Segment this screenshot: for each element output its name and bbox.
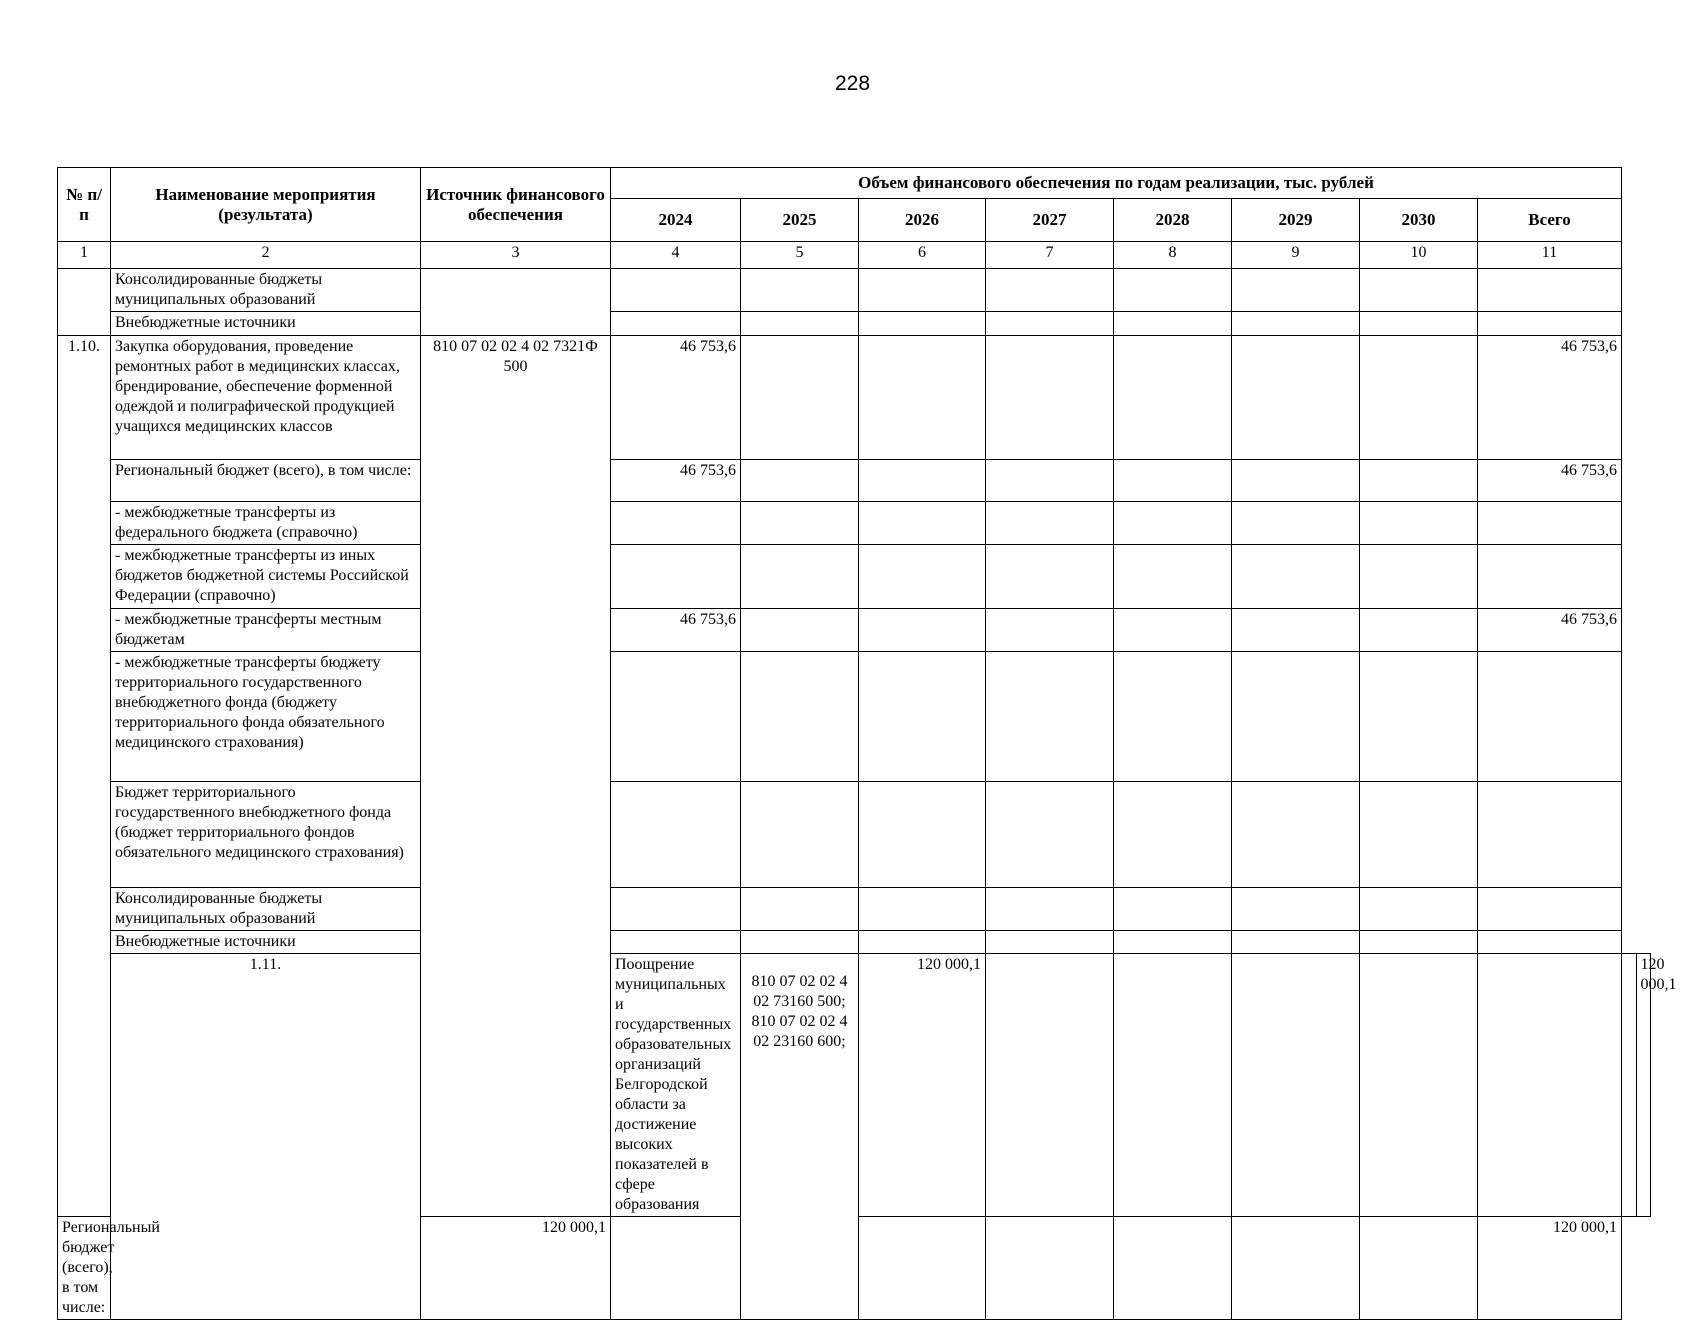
value-total: 46 753,6 xyxy=(1478,609,1622,652)
header-row xyxy=(58,168,1651,199)
value-2024: 120 000,1 xyxy=(859,954,986,1217)
row-label: - межбюджетные трансферты местным бюджетам xyxy=(111,609,421,652)
table-row xyxy=(58,545,1651,609)
value-2024: 46 753,6 xyxy=(611,336,741,460)
year-header: 2030 xyxy=(1360,199,1478,242)
row-label: Региональный бюджет (всего), в том числе: xyxy=(111,460,421,502)
column-numbers-row xyxy=(58,242,1651,269)
table-row xyxy=(58,336,1651,460)
year-header: 2029 xyxy=(1232,199,1360,242)
table-row xyxy=(58,502,1651,545)
row-label: - межбюджетные трансферты из иных бюджетов бюджетной системы Российской Федерации (справочно) xyxy=(111,545,421,609)
item-title: Закупка оборудования, проведение ремонтных работ в медицинских классах, брендирование, обеспечение форменной одеждой и полиграфической продукцией учащихся медицинских классов xyxy=(111,336,421,460)
table-row xyxy=(58,460,1651,502)
item-number: 1.10. xyxy=(58,336,111,1217)
financing-table xyxy=(57,167,1677,1320)
year-header: 2025 xyxy=(741,199,859,242)
table-row xyxy=(58,609,1651,652)
row-label: Консолидированные бюджеты муниципальных образований xyxy=(111,269,421,312)
item-number: 1.11. xyxy=(111,954,421,1320)
column-number: 4 xyxy=(611,242,741,269)
table-row xyxy=(58,954,1651,1217)
value-total: 120 000,1 xyxy=(1478,1217,1622,1320)
year-header: 2028 xyxy=(1114,199,1232,242)
column-number: 5 xyxy=(741,242,859,269)
row-label: Внебюджетные источники xyxy=(111,312,421,336)
table-row xyxy=(58,312,1651,336)
total-header: Всего xyxy=(1478,199,1622,242)
column-number: 7 xyxy=(986,242,1114,269)
row-label: Бюджет территориального государственного внебюджетного фонда (бюджет территориального фондов обязательного медицинского страхования) xyxy=(111,782,421,888)
table-row xyxy=(58,652,1651,782)
row-label: Консолидированные бюджеты муниципальных образований xyxy=(111,888,421,931)
value-2024: 46 753,6 xyxy=(611,460,741,502)
number-cell xyxy=(58,269,111,336)
column-number: 11 xyxy=(1478,242,1622,269)
year-header: 2027 xyxy=(986,199,1114,242)
row-label: Внебюджетные источники xyxy=(111,931,421,954)
value-2024: 46 753,6 xyxy=(611,609,741,652)
column-number: 3 xyxy=(421,242,611,269)
table-row xyxy=(58,888,1651,931)
value-total: 46 753,6 xyxy=(1478,460,1622,502)
col-header-name: Наименование мероприятия (результата) xyxy=(111,168,421,242)
column-number: 6 xyxy=(859,242,986,269)
col-header-volume: Объем финансового обеспечения по годам реализации, тыс. рублей xyxy=(611,168,1622,199)
item-title: Поощрение муниципальных и государственных образовательных организаций Белгородской области за достижение высоких показателей в сфере образования xyxy=(611,954,741,1217)
row-label: Региональный бюджет (всего), в том числе: xyxy=(58,1217,111,1320)
year-header: 2024 xyxy=(611,199,741,242)
column-number: 10 xyxy=(1360,242,1478,269)
row-label: - межбюджетные трансферты из федерального бюджета (справочно) xyxy=(111,502,421,545)
value-total: 46 753,6 xyxy=(1478,336,1622,460)
table-row xyxy=(58,931,1651,954)
column-number: 2 xyxy=(111,242,421,269)
value-total: 120 000,1 xyxy=(1636,954,1651,1217)
value-2024: 120 000,1 xyxy=(421,1217,611,1320)
col-header-source: Источник финансового обеспечения xyxy=(421,168,611,242)
table-row xyxy=(58,782,1651,888)
source-cell xyxy=(421,269,611,336)
source-code: 810 07 02 02 4 02 7321Ф 500 xyxy=(421,336,611,1217)
col-header-number: № п/п xyxy=(58,168,111,242)
page-number: 228 xyxy=(834,72,871,95)
row-label: - межбюджетные трансферты бюджету территориального государственного внебюджетного фонда (бюджету территориального фонда обязательного медицинского страхования) xyxy=(111,652,421,782)
column-number: 9 xyxy=(1232,242,1360,269)
year-header: 2026 xyxy=(859,199,986,242)
table-row xyxy=(58,269,1651,312)
column-number: 1 xyxy=(58,242,111,269)
source-code: 810 07 02 02 4 02 73160 500; 810 07 02 02 4 02 23160 600; xyxy=(741,954,859,1320)
column-number: 8 xyxy=(1114,242,1232,269)
